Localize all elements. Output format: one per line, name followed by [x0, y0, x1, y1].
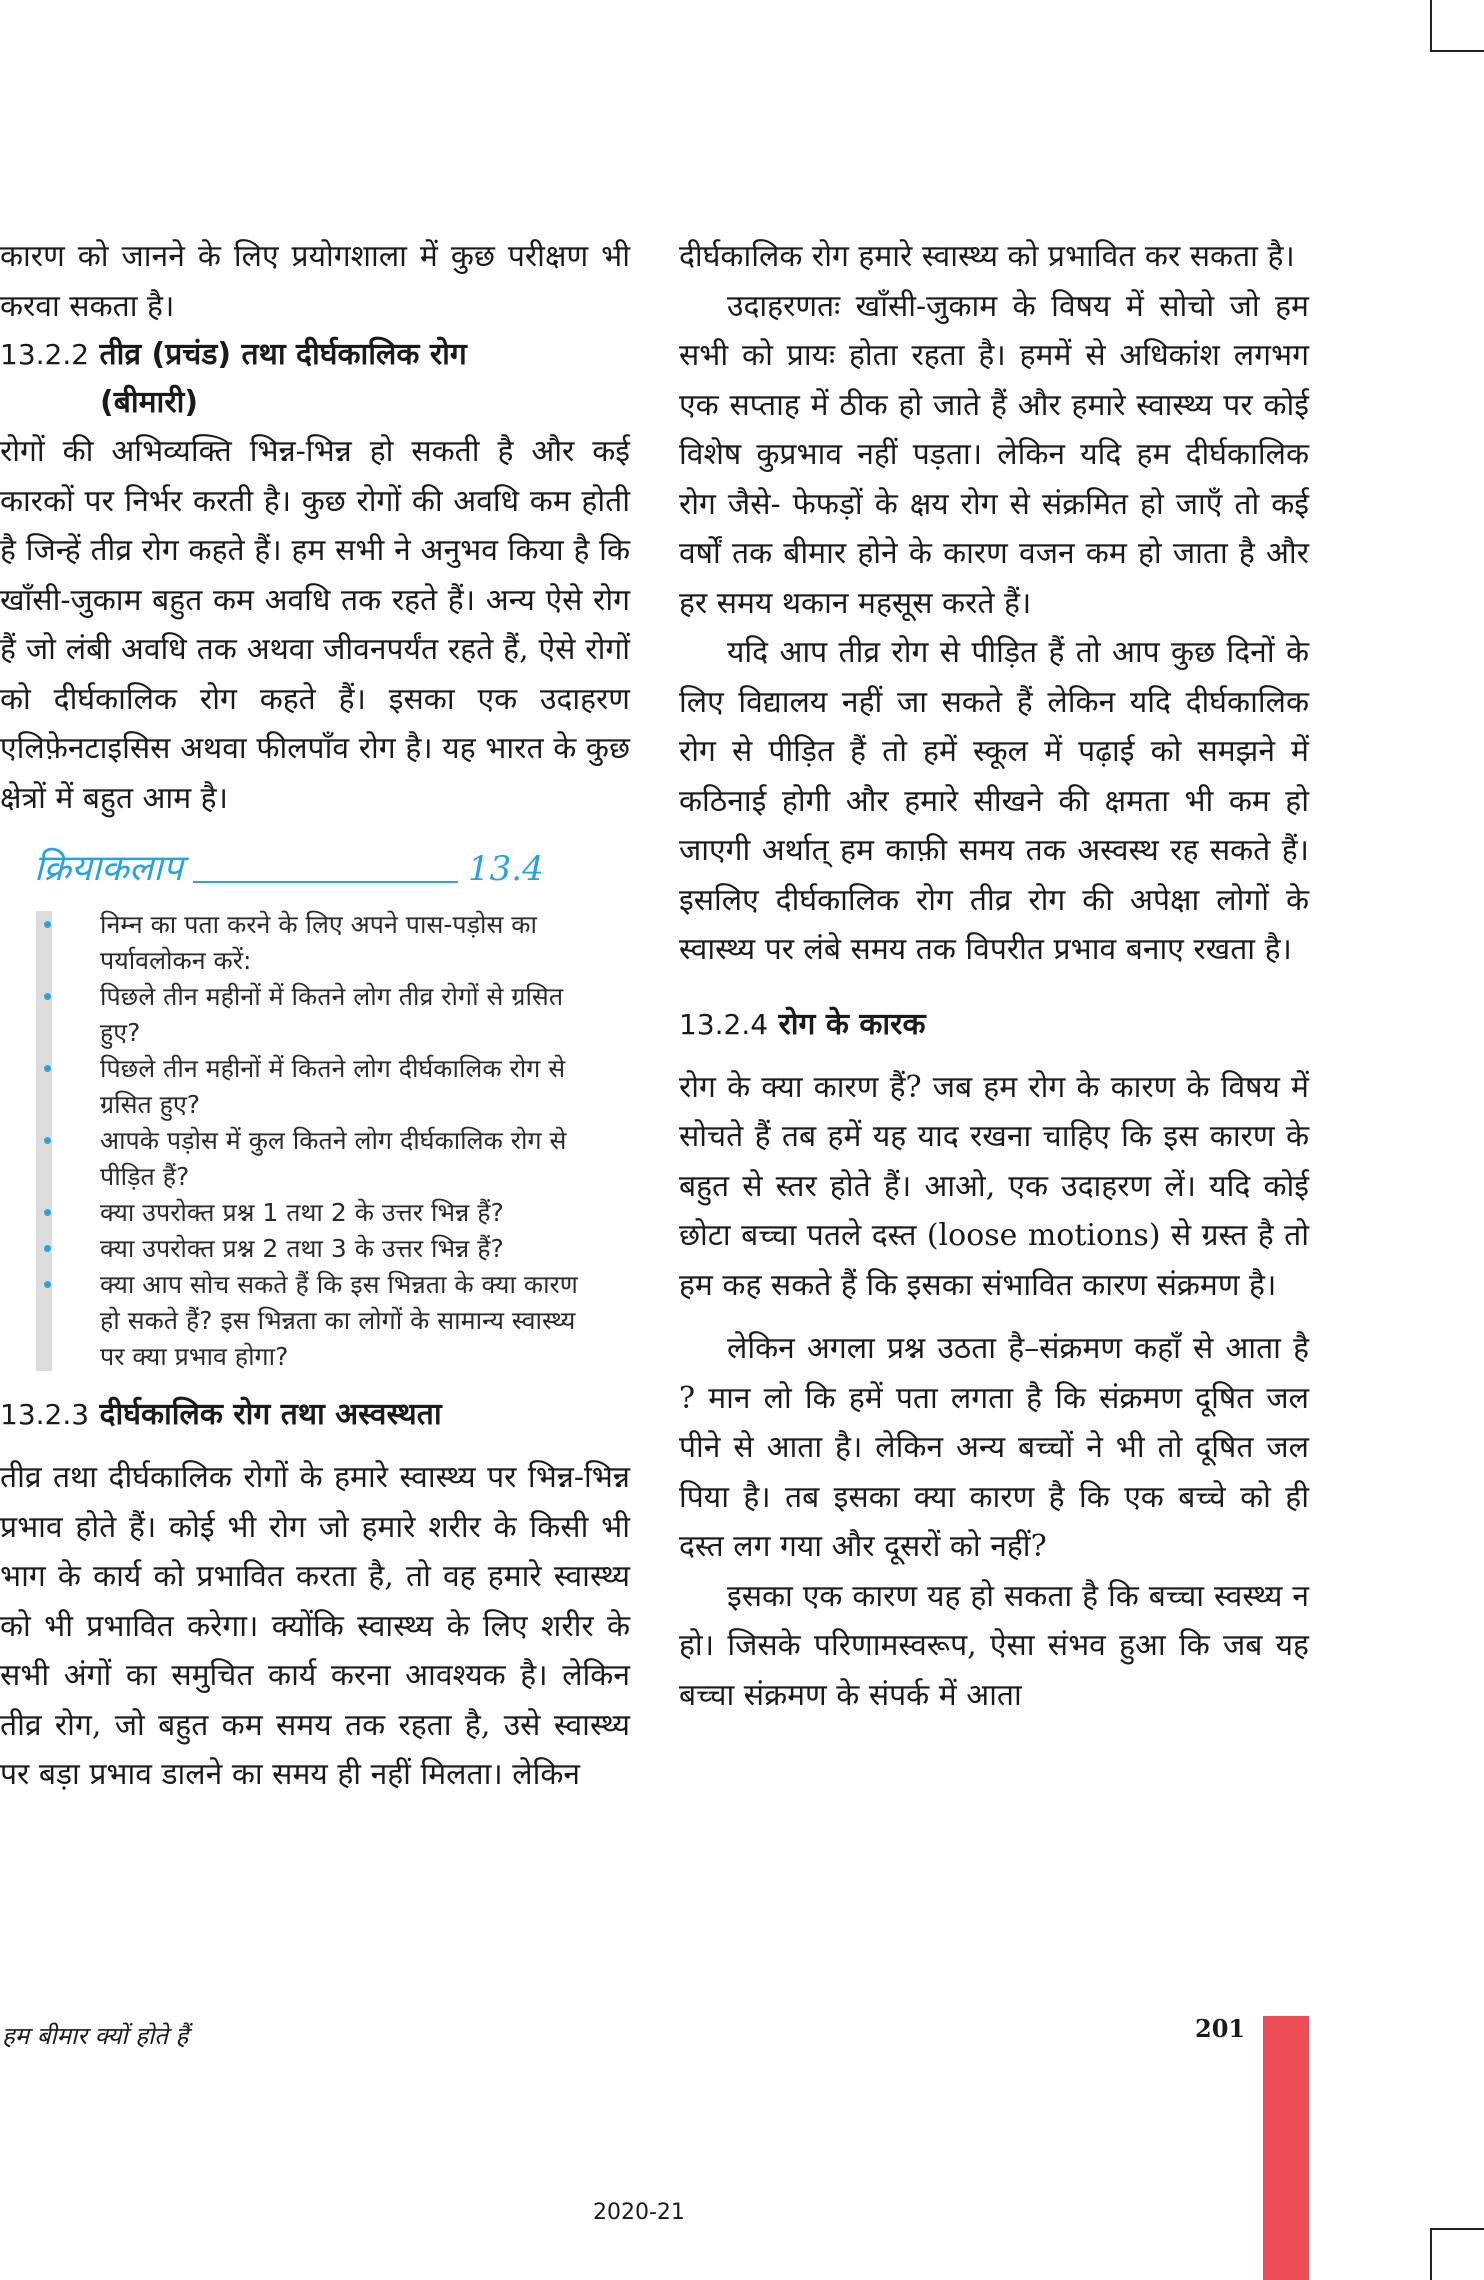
bullet-icon	[44, 1137, 51, 1144]
section-heading-13-2-4	[679, 1001, 1309, 1049]
chapter-title-footer: हम बीमार क्यों होते हैं	[2, 2022, 189, 2050]
list-item: क्या आप सोच सकते हैं कि इस भिन्नता के क्या कारण हो सकते हैं? इस भिन्नता का लोगों के सामान्य स्वास्थ्य पर क्या प्रभाव होगा?	[100, 1267, 590, 1375]
section-title-continued: (बीमारी)	[100, 385, 199, 420]
intro-paragraph: कारण को जानने के लिए प्रयोगशाला में कुछ परीक्षण भी करवा सकता है।	[0, 239, 630, 324]
section-number: 13.2.4	[679, 1007, 769, 1041]
bullet-icon	[44, 1281, 51, 1288]
bullet-icon	[44, 1065, 51, 1072]
paragraph-infection-source: लेकिन अगला प्रश्न उठता है–संक्रमण कहाँ से आता है ? मान लो कि हमें पता लगता है कि संक्रमण दूषित जल पीने से आता है। लेकिन अन्य बच्चों ने भी तो दूषित जल पिया है। तब इसका क्या कारण है कि एक बच्चे को ही दस्त लग गया और दूसरों को नहीं?	[679, 1331, 1309, 1564]
list-item: पिछले तीन महीनों में कितने लोग दीर्घकालिक रोग से ग्रसित हुए?	[100, 1051, 590, 1123]
bullet-icon	[44, 993, 51, 1000]
list-item: क्या उपरोक्त प्रश्न 2 तथा 3 के उत्तर भिन्न हैं?	[100, 1231, 590, 1267]
activity-list	[100, 907, 590, 1375]
section-heading-13-2-3	[0, 1391, 630, 1439]
section-number: 13.2.3	[0, 1398, 90, 1431]
paragraph-unhealthy-child: इसका एक कारण यह हो सकता है कि बच्चा स्वस्थ्य न हो। जिसके परिणामस्वरूप, ऐसा संभव हुआ कि जब यह बच्चा संक्रमण के संपर्क में आता	[679, 1578, 1309, 1713]
crop-mark-bottom-right	[1430, 2228, 1484, 2280]
bullet-icon	[44, 921, 51, 928]
paragraph-disease-causes: रोग के क्या कारण हैं? जब हम रोग के कारण के विषय में सोचते हैं तब हमें यह याद रखना चाहिए कि इस कारण के बहुत से स्तर होते हैं। आओ, एक उदाहरण लें। यदि कोई छोटा बच्चा पतले दस्त (loose motions) से ग्रस्त है तो हम कह सकते हैं कि इसका संभावित कारण संक्रमण है।	[679, 1069, 1309, 1303]
activity-box	[0, 845, 630, 1375]
section-number: 13.2.2	[0, 338, 90, 371]
right-column	[679, 232, 1309, 1720]
section-title: रोग के कारक	[778, 1006, 926, 1042]
list-item: क्या उपरोक्त प्रश्न 1 तथा 2 के उत्तर भिन्न हैं?	[100, 1195, 590, 1231]
paragraph-chronic-illness: तीव्र तथा दीर्घकालिक रोगों के हमारे स्वास्थ्य पर भिन्न-भिन्न प्रभाव होते हैं। कोई भी रोग जो हमारे शरीर के किसी भी भाग के कार्य को प्रभावित करता है, तो वह हमारे स्वास्थ्य को भी प्रभावित करेगा। क्योंकि स्वास्थ्य के लिए शरीर के सभी अंगों का समुचित कार्य करना आवश्यक है। लेकिन तीव्र रोग, जो बहुत कम समय तक रहता है, उसे स्वास्थ्य पर बड़ा प्रभाव डालने का समय ही नहीं मिलता। लेकिन	[0, 1460, 630, 1792]
activity-body	[0, 907, 630, 1375]
left-column	[0, 232, 630, 1800]
activity-number: 13.4	[468, 849, 544, 889]
crop-mark-top-right	[1430, 0, 1484, 52]
paragraph-school-example: यदि आप तीव्र रोग से पीड़ित हैं तो आप कुछ दिनों के लिए विद्यालय नहीं जा सकते हैं लेकिन यदि दीर्घकालिक रोग से पीड़ित हैं तो हमें स्कूल में पढ़ाई को समझने में कठिनाई होगी और हमारे सीखने की क्षमता भी कम हो जाएगी अर्थात् हम काफ़ी समय तक अस्वस्थ रह सकते हैं। इसलिए दीर्घकालिक रोग तीव्र रोग की अपेक्षा लोगों के स्वास्थ्य पर लंबे समय तक विपरीत प्रभाव बनाए रखता है।	[679, 635, 1309, 967]
list-item: पिछले तीन महीनों में कितने लोग तीव्र रोगों से ग्रसित हुए?	[100, 979, 590, 1051]
paragraph-acute-chronic: रोगों की अभिव्यक्ति भिन्न-भिन्न हो सकती है और कई कारकों पर निर्भर करती है। कुछ रोगों की अवधि कम होती है जिन्हें तीव्र रोग कहते हैं। हम सभी ने अनुभव किया है कि खाँसी-जुकाम बहुत कम अवधि तक रहते हैं। अन्य ऐसे रोग हैं जो लंबी अवधि तक अथवा जीवनपर्यंत रहते हैं, ऐसे रोगों को दीर्घकालिक रोग कहते हैं। इसका एक उदाहरण एलिफ़ेनटाइसिस अथवा फीलपाँव रोग है। यह भारत के कुछ क्षेत्रों में बहुत आम है।	[0, 434, 631, 816]
section-heading-13-2-2	[0, 331, 630, 427]
activity-rule	[193, 881, 458, 883]
list-item: आपके पड़ोस में कुल कितने लोग दीर्घकालिक रोग से पीड़ित हैं?	[100, 1123, 590, 1195]
paragraph-cold-example: उदाहरणतः खाँसी-जुकाम के विषय में सोचो जो हम सभी को प्रायः होता रहता है। हममें से अधिकांश लगभग एक सप्ताह में ठीक हो जाते हैं और हमारे स्वास्थ्य पर कोई विशेष कुप्रभाव नहीं पड़ता। लेकिन यदि हम दीर्घकालिक रोग जैसे- फेफड़ों के क्षय रोग से संक्रमित हो जाएँ तो कई वर्षों तक बीमार होने के कारण वजन कम हो जाता है और हर समय थकान महसूस करते हैं।	[679, 288, 1309, 621]
bullet-icon	[44, 1209, 51, 1216]
bullet-icon	[44, 1245, 51, 1252]
activity-header	[0, 845, 630, 893]
section-title: दीर्घकालिक रोग तथा अस्वस्थता	[99, 1397, 442, 1432]
edition-year: 2020-21	[593, 2200, 685, 2225]
red-page-tab	[1263, 2016, 1309, 2280]
section-title: तीव्र (प्रचंड) तथा दीर्घकालिक रोग	[99, 337, 467, 372]
paragraph-chronic-effect: दीर्घकालिक रोग हमारे स्वास्थ्य को प्रभावित कर सकता है।	[679, 239, 1295, 274]
activity-title: क्रियाकलाप	[34, 848, 184, 889]
page-number: 201	[1195, 2014, 1246, 2043]
list-item: निम्न का पता करने के लिए अपने पास-पड़ोस का पर्यावलोकन करें:	[100, 907, 590, 979]
